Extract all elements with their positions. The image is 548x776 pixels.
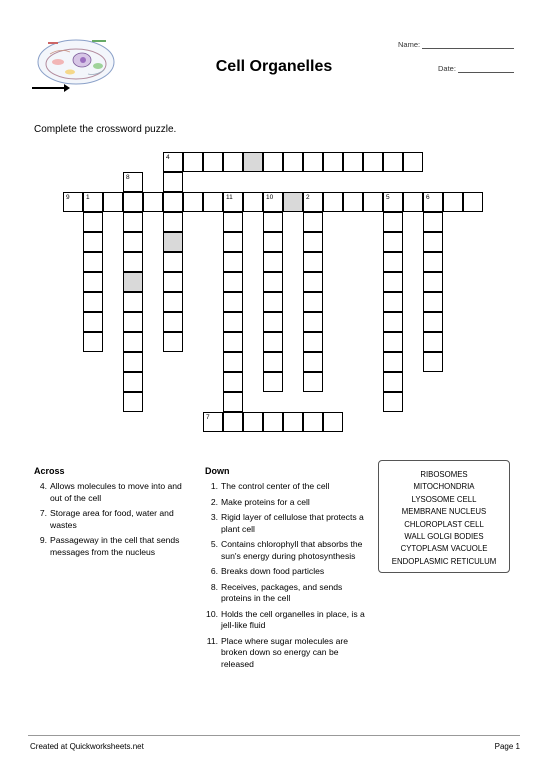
crossword-cell[interactable] xyxy=(223,332,243,352)
crossword-cell[interactable] xyxy=(163,192,183,212)
crossword-cell[interactable] xyxy=(263,212,283,232)
clue-number: 4. xyxy=(39,481,47,491)
crossword-cell[interactable] xyxy=(303,352,323,372)
crossword-cell[interactable] xyxy=(63,192,83,212)
clue-number: 1. xyxy=(210,481,218,491)
crossword-cell[interactable] xyxy=(423,292,443,312)
clue-item xyxy=(205,582,371,605)
crossword-cell[interactable] xyxy=(83,192,103,212)
crossword-cell[interactable] xyxy=(123,352,143,372)
crossword-cell[interactable] xyxy=(223,272,243,292)
down-section xyxy=(205,466,371,674)
crossword-cell[interactable] xyxy=(323,412,343,432)
word-bank-line: WALL GOLGI BODIES xyxy=(404,532,484,542)
clue-number: 7. xyxy=(39,508,47,518)
crossword-cell[interactable] xyxy=(123,212,143,232)
crossword-cell[interactable] xyxy=(163,172,183,192)
crossword-cell[interactable] xyxy=(223,192,243,212)
crossword-cell[interactable] xyxy=(383,332,403,352)
clue-text: Holds the cell organelles in place, is a jell-like fluid xyxy=(221,608,365,630)
crossword-cell[interactable] xyxy=(263,352,283,372)
clue-item xyxy=(34,508,194,531)
crossword-cell[interactable] xyxy=(143,192,163,212)
crossword-cell[interactable] xyxy=(123,232,143,252)
clue-item xyxy=(205,609,371,632)
crossword-cell[interactable] xyxy=(443,192,463,212)
crossword-cell[interactable] xyxy=(83,292,103,312)
clue-item xyxy=(34,481,194,504)
crossword-cell[interactable] xyxy=(123,252,143,272)
clue-number: 11. xyxy=(206,635,218,646)
crossword-cell[interactable] xyxy=(423,352,443,372)
crossword-cell[interactable] xyxy=(223,212,243,232)
crossword-cell[interactable] xyxy=(223,372,243,392)
cell-number: 5 xyxy=(386,194,390,201)
crossword-cell[interactable] xyxy=(403,152,423,172)
crossword-cell[interactable] xyxy=(323,152,343,172)
crossword-cell[interactable] xyxy=(163,292,183,312)
crossword-cell[interactable] xyxy=(363,192,383,212)
cell-number: 10 xyxy=(266,194,274,201)
clue-item xyxy=(205,481,371,493)
cell-number: 6 xyxy=(426,194,430,201)
name-label: Name: xyxy=(398,40,421,49)
crossword-cell[interactable] xyxy=(263,292,283,312)
word-bank-line: MITOCHONDRIA xyxy=(413,482,475,492)
crossword-cell[interactable] xyxy=(263,232,283,252)
crossword-cell[interactable] xyxy=(243,192,263,212)
crossword-cell[interactable] xyxy=(383,272,403,292)
clue-text: Receives, packages, and sends proteins in the cell xyxy=(221,581,343,603)
crossword-cell[interactable] xyxy=(383,312,403,332)
word-bank-line: ENDOPLASMIC RETICULUM xyxy=(391,556,497,566)
crossword-cell[interactable] xyxy=(163,272,183,292)
crossword-cell[interactable] xyxy=(263,272,283,292)
crossword-cell[interactable] xyxy=(323,192,343,212)
crossword-cell[interactable] xyxy=(223,252,243,272)
crossword-cell[interactable] xyxy=(303,272,323,292)
crossword-cell[interactable] xyxy=(203,152,223,172)
clue-text: Passageway in the cell that sends messages from the nucleus xyxy=(50,535,180,557)
crossword-cell[interactable] xyxy=(163,232,183,252)
clue-number: 5. xyxy=(210,539,218,549)
crossword-cell[interactable] xyxy=(123,332,143,352)
clue-number: 8. xyxy=(210,581,218,592)
word-bank-line: CYTOPLASM VACUOLE xyxy=(400,544,488,554)
crossword-cell[interactable] xyxy=(303,312,323,332)
clue-number: 6. xyxy=(210,566,218,576)
crossword-cell[interactable] xyxy=(123,392,143,412)
crossword-cell[interactable] xyxy=(343,192,363,212)
crossword-cell[interactable] xyxy=(263,372,283,392)
crossword-cell[interactable] xyxy=(163,212,183,232)
cell-number: 9 xyxy=(66,194,70,201)
crossword-cell[interactable] xyxy=(83,232,103,252)
crossword-cell[interactable] xyxy=(303,252,323,272)
crossword-cell[interactable] xyxy=(343,152,363,172)
crossword-cell[interactable] xyxy=(123,372,143,392)
clue-text: Allows molecules to move into and out of the cell xyxy=(50,481,182,503)
crossword-cell[interactable] xyxy=(303,292,323,312)
crossword-cell[interactable] xyxy=(423,272,443,292)
crossword-cell[interactable] xyxy=(83,252,103,272)
crossword-cell[interactable] xyxy=(383,232,403,252)
crossword-cell[interactable] xyxy=(383,392,403,412)
crossword-cell[interactable] xyxy=(423,312,443,332)
crossword-cell[interactable] xyxy=(263,252,283,272)
crossword-cell[interactable] xyxy=(183,192,203,212)
crossword-cell[interactable] xyxy=(163,312,183,332)
clue-text: The control center of the cell xyxy=(221,481,330,491)
across-section xyxy=(34,466,194,562)
footer-credit: Created at Quickworksheets.net xyxy=(30,742,144,751)
across-heading: Across xyxy=(34,466,65,476)
crossword-cell[interactable] xyxy=(83,332,103,352)
word-bank xyxy=(378,460,510,573)
clue-number: 2. xyxy=(210,496,218,507)
clue-item xyxy=(205,566,371,578)
word-bank-line: RIBOSOMES xyxy=(420,470,468,479)
crossword-cell[interactable] xyxy=(383,352,403,372)
clue-item xyxy=(205,636,371,671)
crossword-cell[interactable] xyxy=(263,332,283,352)
crossword-cell[interactable] xyxy=(223,312,243,332)
crossword-cell[interactable] xyxy=(423,192,443,212)
crossword-cell[interactable] xyxy=(183,152,203,172)
crossword-cell[interactable] xyxy=(383,152,403,172)
crossword-cell[interactable] xyxy=(383,292,403,312)
crossword-cell[interactable] xyxy=(123,192,143,212)
clue-text: Contains chlorophyll that absorbs the sun's energy during photosynthesis xyxy=(221,539,363,561)
clue-text: Rigid layer of cellulose that protects a plant cell xyxy=(221,512,364,534)
footer-page-number: Page 1 xyxy=(494,742,520,751)
crossword-cell[interactable] xyxy=(403,192,423,212)
crossword-cell[interactable] xyxy=(363,152,383,172)
crossword-cell[interactable] xyxy=(223,392,243,412)
crossword-cell[interactable] xyxy=(423,252,443,272)
clue-text: Storage area for food, water and wastes xyxy=(50,508,174,530)
crossword-cell[interactable] xyxy=(283,192,303,212)
crossword-cell[interactable] xyxy=(423,212,443,232)
cell-number: 11 xyxy=(226,194,233,201)
crossword-cell[interactable] xyxy=(303,232,323,252)
across-clue-list xyxy=(34,481,194,558)
crossword-cell[interactable] xyxy=(83,272,103,292)
crossword-cell[interactable] xyxy=(163,252,183,272)
crossword-cell[interactable] xyxy=(203,192,223,212)
clue-item xyxy=(205,497,371,509)
crossword-cell[interactable] xyxy=(163,332,183,352)
crossword-cell[interactable] xyxy=(283,412,303,432)
crossword-cell[interactable] xyxy=(423,332,443,352)
cell-number: 1 xyxy=(86,194,90,201)
instructions: Complete the crossword puzzle. xyxy=(34,124,177,135)
crossword-cell[interactable] xyxy=(163,152,183,172)
crossword-cell[interactable] xyxy=(223,412,243,432)
clue-text: Make proteins for a cell xyxy=(221,496,310,507)
crossword-cell[interactable] xyxy=(83,312,103,332)
crossword-cell[interactable] xyxy=(263,412,283,432)
crossword-cell[interactable] xyxy=(303,412,323,432)
crossword-cell[interactable] xyxy=(223,152,243,172)
page-title: Cell Organelles xyxy=(215,58,333,75)
crossword-cell[interactable] xyxy=(83,212,103,232)
crossword-cell[interactable] xyxy=(383,212,403,232)
clue-number: 3. xyxy=(210,512,218,522)
crossword-cell[interactable] xyxy=(123,292,143,312)
crossword-cell[interactable] xyxy=(223,352,243,372)
crossword-cell[interactable] xyxy=(223,232,243,252)
crossword-cell[interactable] xyxy=(263,152,283,172)
word-bank-line: MEMBRANE NUCLEUS xyxy=(401,507,487,517)
crossword-cell[interactable] xyxy=(383,372,403,392)
clue-item xyxy=(205,539,371,562)
clue-item xyxy=(34,535,194,558)
clue-number: 10. xyxy=(206,608,218,619)
cell-number: 7 xyxy=(206,414,210,421)
clue-text: Breaks down food particles xyxy=(221,566,325,576)
crossword-cell[interactable] xyxy=(103,192,123,212)
crossword-cell[interactable] xyxy=(283,152,303,172)
crossword-cell[interactable] xyxy=(383,192,403,212)
crossword-cell[interactable] xyxy=(203,412,223,432)
crossword-cell[interactable] xyxy=(223,292,243,312)
crossword-cell[interactable] xyxy=(303,212,323,232)
word-bank-line: CHLOROPLAST CELL xyxy=(404,519,484,529)
crossword-cell[interactable] xyxy=(243,152,263,172)
clue-item xyxy=(205,512,371,535)
word-bank-line: LYSOSOME CELL xyxy=(411,494,477,504)
footer-divider xyxy=(28,735,520,736)
crossword-cell[interactable] xyxy=(303,192,323,212)
crossword-cell[interactable] xyxy=(463,192,483,212)
crossword-cell[interactable] xyxy=(423,232,443,252)
crossword-cell[interactable] xyxy=(243,412,263,432)
crossword-cell[interactable] xyxy=(123,272,143,292)
cell-number: 2 xyxy=(306,194,310,201)
down-clue-list xyxy=(205,481,371,670)
down-heading: Down xyxy=(205,466,230,476)
crossword-cell[interactable] xyxy=(263,312,283,332)
crossword-cell[interactable] xyxy=(123,172,143,192)
crossword-cell[interactable] xyxy=(123,312,143,332)
crossword-cell[interactable] xyxy=(303,372,323,392)
date-label: Date: xyxy=(438,64,456,73)
clue-text: Place where sugar molecules are broken down so energy can be released xyxy=(221,635,349,669)
clue-number: 9. xyxy=(39,535,47,545)
crossword-cell[interactable] xyxy=(303,332,323,352)
crossword-cell[interactable] xyxy=(383,252,403,272)
crossword-cell[interactable] xyxy=(303,152,323,172)
cell-number: 8 xyxy=(126,174,130,181)
cell-number: 4 xyxy=(166,154,170,161)
crossword-cell[interactable] xyxy=(263,192,283,212)
